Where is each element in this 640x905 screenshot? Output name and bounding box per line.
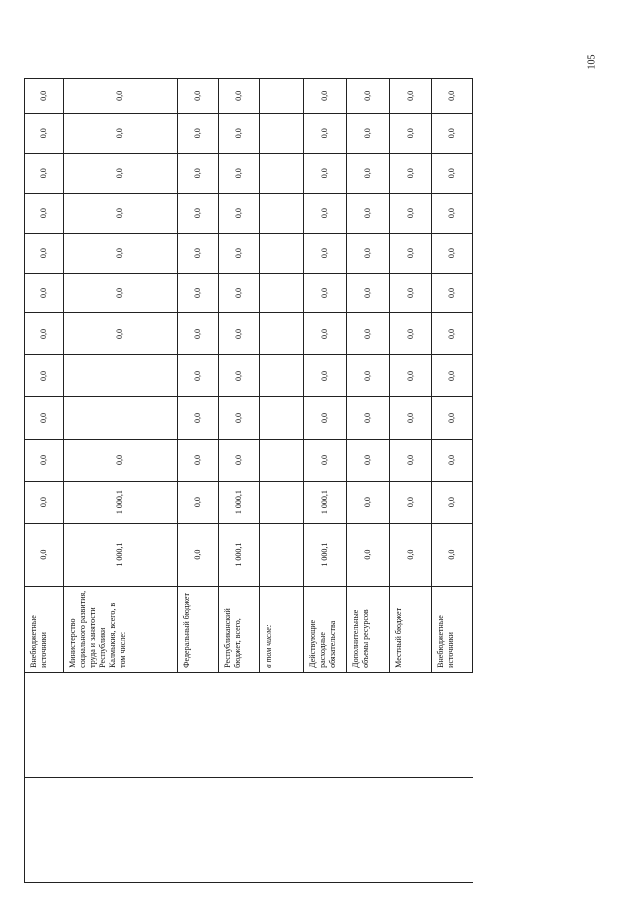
blank-cell (25, 777, 64, 882)
value-cell: 0,0 (347, 193, 390, 233)
value-cell: 0,0 (25, 233, 64, 273)
value-cell: 0,0 (347, 481, 390, 523)
value-cell: 0,0 (347, 397, 390, 439)
value-cell: 0,0 (177, 153, 218, 193)
source-name-cell: Федеральный бюджет (177, 586, 218, 672)
value-cell: 0,0 (64, 273, 178, 313)
value-cell: 0,0 (431, 79, 472, 114)
table-row (64, 79, 178, 883)
blank-cell (303, 777, 346, 882)
budget-table-body (25, 79, 473, 883)
value-cell: 0,0 (431, 397, 472, 439)
value-cell: 0,0 (25, 355, 64, 397)
value-cell: 0,0 (25, 397, 64, 439)
value-cell: 0,0 (303, 79, 346, 114)
source-name-cell: Действующие расходные обязательства (303, 586, 346, 672)
blank-cell (64, 672, 178, 777)
blank-cell (64, 777, 178, 882)
total-cell: 0,0 (347, 523, 390, 586)
value-cell (260, 233, 303, 273)
value-cell: 0,0 (390, 481, 431, 523)
value-cell: 0,0 (303, 397, 346, 439)
total-cell (260, 523, 303, 586)
value-cell: 0,0 (347, 79, 390, 114)
value-cell: 0,0 (303, 273, 346, 313)
value-cell (64, 397, 178, 439)
value-cell: 0,0 (219, 233, 260, 273)
source-name-cell: Министерство социального развития, труда и занятости Республики Калмыкия, всего, в том числе: (64, 586, 178, 672)
blank-cell (177, 672, 218, 777)
value-cell: 0,0 (390, 313, 431, 355)
value-cell: 0,0 (303, 439, 346, 481)
total-cell: 1 000,1 (64, 523, 178, 586)
value-cell: 0,0 (431, 481, 472, 523)
value-cell: 0,0 (64, 113, 178, 153)
value-cell (260, 153, 303, 193)
value-cell: 0,0 (25, 193, 64, 233)
source-name-cell: Внебюджетные источники (431, 586, 472, 672)
value-cell: 0,0 (219, 79, 260, 114)
value-cell (64, 355, 178, 397)
value-cell: 0,0 (390, 79, 431, 114)
value-cell: 0,0 (64, 233, 178, 273)
value-cell: 0,0 (303, 193, 346, 233)
value-cell: 0,0 (177, 439, 218, 481)
value-cell: 0,0 (25, 113, 64, 153)
value-cell: 0,0 (177, 113, 218, 153)
value-cell: 0,0 (64, 153, 178, 193)
value-cell: 0,0 (177, 193, 218, 233)
blank-cell (431, 777, 472, 882)
source-name-cell: Внебюджетные источники (25, 586, 64, 672)
budget-table-rotated (24, 78, 473, 883)
blank-cell (347, 777, 390, 882)
value-cell: 0,0 (347, 233, 390, 273)
value-cell: 0,0 (390, 153, 431, 193)
value-cell: 0,0 (431, 273, 472, 313)
value-cell: 0,0 (177, 313, 218, 355)
value-cell (260, 481, 303, 523)
value-cell: 0,0 (431, 153, 472, 193)
value-cell: 0,0 (303, 313, 346, 355)
value-cell: 0,0 (219, 113, 260, 153)
total-cell: 0,0 (25, 523, 64, 586)
value-cell: 0,0 (347, 313, 390, 355)
value-cell: 0,0 (219, 153, 260, 193)
blank-cell (219, 777, 260, 882)
blank-cell (303, 672, 346, 777)
value-cell: 0,0 (390, 397, 431, 439)
value-cell: 0,0 (390, 193, 431, 233)
value-cell: 0,0 (390, 233, 431, 273)
value-cell (260, 313, 303, 355)
value-cell: 0,0 (347, 153, 390, 193)
budget-table-frame (24, 78, 473, 883)
value-cell: 0,0 (431, 233, 472, 273)
total-cell: 0,0 (390, 523, 431, 586)
value-cell: 0,0 (390, 439, 431, 481)
value-cell (260, 397, 303, 439)
value-cell: 0,0 (303, 113, 346, 153)
value-cell: 0,0 (219, 193, 260, 233)
value-cell (260, 113, 303, 153)
value-cell: 0,0 (431, 313, 472, 355)
value-cell: 0,0 (431, 113, 472, 153)
table-row (390, 79, 431, 883)
value-cell: 0,0 (64, 313, 178, 355)
table-row (347, 79, 390, 883)
value-cell: 0,0 (431, 355, 472, 397)
budget-table (24, 78, 473, 883)
table-row (219, 79, 260, 883)
value-cell: 0,0 (25, 481, 64, 523)
blank-cell (390, 777, 431, 882)
value-cell: 0,0 (177, 273, 218, 313)
total-cell: 0,0 (431, 523, 472, 586)
value-cell (260, 79, 303, 114)
value-cell: 0,0 (64, 193, 178, 233)
value-cell: 0,0 (219, 273, 260, 313)
value-cell: 1 000,1 (303, 481, 346, 523)
value-cell: 0,0 (219, 313, 260, 355)
blank-cell (260, 777, 303, 882)
blank-cell (219, 672, 260, 777)
value-cell: 0,0 (219, 439, 260, 481)
blank-cell (25, 672, 64, 777)
value-cell: 0,0 (390, 113, 431, 153)
source-name-cell: в том числе: (260, 586, 303, 672)
source-name-cell: Республиканский бюджет, всего, (219, 586, 260, 672)
value-cell (260, 193, 303, 233)
value-cell: 0,0 (177, 233, 218, 273)
total-cell: 1 000,1 (219, 523, 260, 586)
value-cell: 0,0 (303, 153, 346, 193)
value-cell (260, 355, 303, 397)
value-cell: 0,0 (347, 273, 390, 313)
value-cell: 0,0 (25, 79, 64, 114)
value-cell: 0,0 (64, 79, 178, 114)
blank-cell (260, 672, 303, 777)
value-cell: 0,0 (25, 313, 64, 355)
value-cell: 1 000,1 (64, 481, 178, 523)
value-cell: 0,0 (303, 355, 346, 397)
value-cell: 0,0 (177, 79, 218, 114)
value-cell: 0,0 (431, 193, 472, 233)
value-cell: 0,0 (25, 439, 64, 481)
table-row (177, 79, 218, 883)
blank-cell (177, 777, 218, 882)
value-cell: 0,0 (25, 153, 64, 193)
value-cell: 0,0 (390, 273, 431, 313)
value-cell: 0,0 (177, 397, 218, 439)
source-name-cell: Дополнительные объемы ресурсов (347, 586, 390, 672)
table-row (260, 79, 303, 883)
value-cell: 0,0 (219, 355, 260, 397)
value-cell: 0,0 (177, 355, 218, 397)
value-cell: 0,0 (25, 273, 64, 313)
table-row (25, 79, 64, 883)
value-cell: 0,0 (219, 397, 260, 439)
total-cell: 0,0 (177, 523, 218, 586)
table-row (303, 79, 346, 883)
total-cell: 1 000,1 (303, 523, 346, 586)
source-name-cell: Местный бюджет (390, 586, 431, 672)
value-cell (260, 273, 303, 313)
value-cell: 0,0 (347, 113, 390, 153)
page-number: 105 (586, 54, 598, 70)
value-cell: 0,0 (303, 233, 346, 273)
value-cell: 0,0 (390, 355, 431, 397)
value-cell: 1 000,1 (219, 481, 260, 523)
value-cell: 0,0 (177, 481, 218, 523)
blank-cell (390, 672, 431, 777)
value-cell: 0,0 (347, 439, 390, 481)
value-cell: 0,0 (347, 355, 390, 397)
value-cell: 0,0 (64, 439, 178, 481)
blank-cell (431, 672, 472, 777)
table-row (431, 79, 472, 883)
value-cell: 0,0 (431, 439, 472, 481)
blank-cell (347, 672, 390, 777)
value-cell (260, 439, 303, 481)
